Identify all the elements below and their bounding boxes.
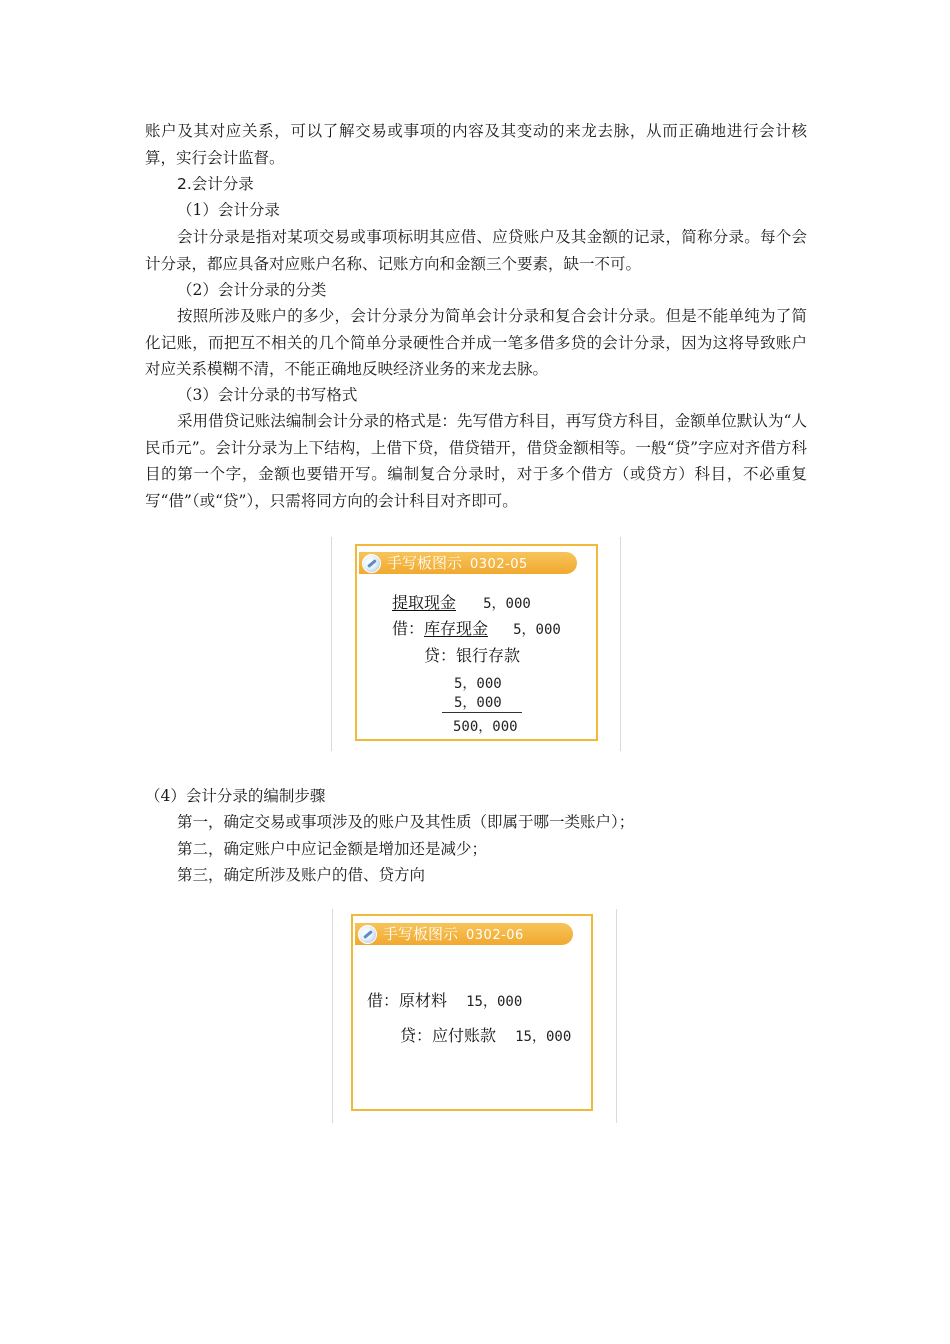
calc-total: 500，000: [453, 719, 518, 735]
credit-label: 贷：: [424, 646, 457, 665]
subheading-writing-format: （3）会计分录的书写格式: [177, 386, 358, 404]
subheading-entry-steps: （4）会计分录的编制步骤: [145, 787, 326, 805]
credit-label: 贷：: [400, 1026, 433, 1045]
credit-amount: 15，000: [515, 1029, 572, 1045]
handwriting-figure-0302-05: [331, 537, 621, 751]
banner-title: 手写板图示: [383, 925, 459, 943]
subheading-journal-entry: （1）会计分录: [177, 201, 280, 219]
section-heading-journal-entry: 2.会计分录: [177, 175, 254, 193]
debit-amount: 15，000: [466, 994, 523, 1010]
banner-code: 0302-05: [470, 557, 528, 572]
credit-line: [424, 643, 520, 666]
subheading-entry-classification: （2）会计分录的分类: [177, 281, 327, 299]
figure-panel: [355, 544, 598, 741]
sum-rule: [442, 712, 522, 713]
debit-line: [367, 988, 522, 1011]
figure-banner: [359, 552, 577, 574]
calc-line-2: 5，000: [454, 695, 502, 711]
step-3: 第三，确定所涉及账户的借、贷方向: [177, 866, 426, 884]
figure-panel: [351, 914, 593, 1111]
debit-account: 库存现金: [424, 619, 489, 638]
debit-account: 原材料: [399, 991, 448, 1010]
entry-title-amount: 5，000: [483, 596, 531, 612]
pen-tablet-icon: [358, 925, 377, 944]
pen-tablet-icon: [362, 554, 381, 573]
entry-title-text: 提取现金: [392, 593, 457, 612]
step-1: 第一，确定交易或事项涉及的账户及其性质（即属于哪一类账户）；: [177, 813, 635, 831]
banner-title: 手写板图示: [387, 554, 463, 572]
debit-amount: 5，000: [513, 622, 561, 638]
debit-label: 借：: [392, 619, 425, 638]
calc-line-1: 5，000: [454, 676, 502, 692]
paragraph-account-relations: 账户及其对应关系，可以了解交易或事项的内容及其变动的来龙去脉，从而正确地进行会计核算，实行会计监督。: [145, 122, 807, 167]
debit-line: [392, 616, 561, 639]
entry-title: [392, 590, 531, 613]
paragraph-writing-format: 采用借贷记账法编制会计分录的格式是：先写借方科目，再写贷方科目，金额单位默认为“人民币元”。会计分录为上下结构，上借下贷，借贷错开，借贷金额相等。一般“贷”字应对齐借方科目的第一个字，金额也要错开写。编制复合分录时，对于多个借方（或贷方）科目，不必重复写“借”（或“贷”），只需将同方向的会计科目对齐即可。: [145, 412, 807, 510]
figure-banner: [355, 923, 573, 945]
credit-account: 银行存款: [456, 646, 521, 665]
paragraph-entry-classification: 按照所涉及账户的多少，会计分录分为简单会计分录和复合会计分录。但是不能单纯为了简化记账，而把互不相关的几个简单分录硬性合并成一笔多借多贷的会计分录，因为这将导致账户对应关系模糊不清，不能正确地反映经济业务的来龙去脉。: [145, 307, 807, 378]
step-2: 第二，确定账户中应记金额是增加还是减少；: [177, 840, 488, 858]
credit-account: 应付账款: [432, 1026, 497, 1045]
debit-label: 借：: [367, 991, 400, 1010]
handwriting-figure-0302-06: [332, 909, 617, 1123]
paragraph-journal-entry-definition: 会计分录是指对某项交易或事项标明其应借、应贷账户及其金额的记录，简称分录。每个会计分录，都应具备对应账户名称、记账方向和金额三个要素，缺一不可。: [145, 228, 807, 273]
credit-line: [400, 1023, 571, 1046]
banner-code: 0302-06: [466, 928, 524, 943]
